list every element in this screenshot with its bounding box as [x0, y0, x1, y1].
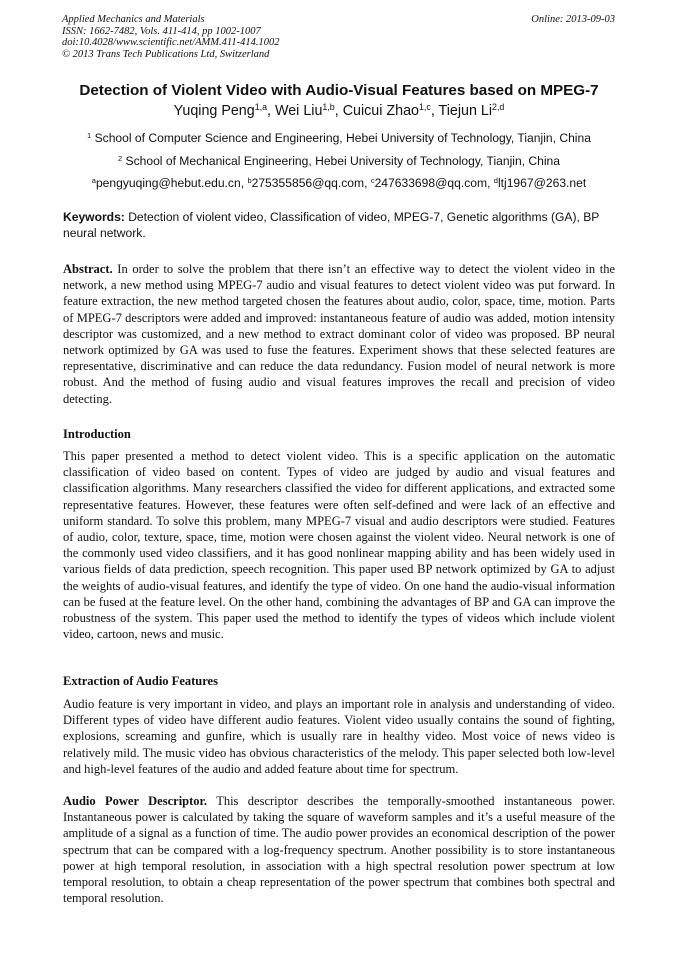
email: $^b$275355856@qq.com, — [247, 175, 371, 190]
audio-features-paragraph: Audio feature is very important in video, and plays an important role in analysis and understanding of video. Different types of video have different audio features. Violent video usually contains the sound of fighting, explosions, screaming and gunfire, which is usually rare in healthy video. Most voice of news video is relatively mild. The music video has obvious characteristics of the melody. This paper selected both low-level and high-level features of the audio and added feature about time for spectrum. — [63, 697, 615, 776]
abstract-text: In order to solve the problem that there isn’t an effective way to detect the violent video in the network, a new method using MPEG-7 audio and visual features to detect violent video was put forward. In feature extraction, the new method targeted chosen the features about audio, color, space, time, motion. Parts of MPEG-7 descriptors were added and improved: instantaneous feature of audio was added, motion intensity descriptor was customized, and a new method to extract dominant color of video was proposed. BP neural network optimized by GA was used to fuse the features. Experiment shows that these selected features are representative, discriminative and can reduce the data redundancy. Fusion model of neural network is more robust. And the method of fusing audio and visual features improves the recall and precision of video detecting. — [63, 262, 615, 406]
abstract-label: Abstract. — [63, 262, 113, 276]
affiliation-2: $^2$ School of Mechanical Engineering, Hebei University of Technology, Tianjin, China — [117, 153, 561, 168]
author: Tiejun Li$^{2,d}$ — [438, 102, 505, 119]
audio-power-paragraph — [63, 793, 615, 906]
email-list — [40, 176, 638, 190]
email: $^d$ltj1967@263.net — [493, 175, 587, 190]
keywords-text: Detection of violent video, Classification of video, MPEG-7, Genetic algorithms (GA), BP neural network. — [63, 210, 600, 240]
author: Yuqing Peng$^{1,a}$, — [173, 102, 275, 119]
abstract — [63, 261, 615, 407]
audio-power-label: Audio Power Descriptor. — [63, 794, 208, 808]
doi-line: doi:10.4028/www.scientific.net/AMM.411-414.1002 — [62, 37, 280, 48]
author: Wei Liu$^{1,b}$, — [275, 102, 343, 119]
audio-power-text: This descriptor describes the temporally-smoothed instantaneous power. Instantaneous power is calculated by taking the square of waveform samples and it’s a useful measure of the amplitude of a signal as a function of time. The audio power provides an economical description of the power spectrum that can be compared with a log-frequency spectrum. Another possibility is to store instantaneous power at high temporal resolution, in association with a high spectral resolution power spectrum at low temporal resolution, to obtain a cheap representation of the power spectrum that combines both spectral and temporal resolution. — [63, 794, 615, 906]
email: $^a$pengyuqing@hebut.edu.cn, — [91, 175, 248, 190]
issn-line: ISSN: 1662-7482, Vols. 411-414, pp 1002-1007 — [62, 25, 261, 37]
copyright-line: © 2013 Trans Tech Publications Ltd, Switzerland — [62, 48, 270, 60]
affiliation-1: $^1$ School of Computer Science and Engineering, Hebei University of Technology, Tianjin, China — [87, 130, 591, 145]
introduction-heading: Introduction — [63, 427, 131, 441]
journal-name: Applied Mechanics and Materials — [62, 14, 205, 25]
paper-title: Detection of Violent Video with Audio-Visual Features based on MPEG-7 — [79, 82, 599, 99]
journal-meta — [62, 14, 279, 60]
keywords — [63, 209, 615, 241]
author-list — [40, 103, 638, 119]
keywords-label: Keywords: — [63, 210, 125, 224]
audio-features-heading: Extraction of Audio Features — [63, 674, 218, 688]
online-date: Online: 2013-09-03 — [531, 14, 615, 25]
author: Cuicui Zhao$^{1,c}$, — [342, 102, 439, 119]
introduction-paragraph: This paper presented a method to detect violent video. This is a specific application on the automatic classification of video based on content. Types of video are judged by audio and visual features and classification algorithms. Many researchers classified the video for different applications, and extracted some representative features. However, these features were often self-defined and were lack of an effective and uniform standard. To solve this problem, many MPEG-7 visual and audio descriptors were studied. Features of audio, color, texture, space, time, motion were chosen against the violent video. Neural network is one of the commonly used video classifiers, and it has good nonlinear mapping ability and has been widely used in various fields of data prediction, speech recognition. This paper used BP network optimized by GA to adjust the weights of audio-visual features, and identify the type of video. On one hand the audio-visual information can be fused at the feature level. On the other hand, combining the advantages of BP and GA can improve the robustness of the system. This paper used the method to identify the types of videos which include violent video, cartoon, news and music. — [63, 449, 615, 642]
email: $^c$247633698@qq.com, — [370, 175, 494, 190]
